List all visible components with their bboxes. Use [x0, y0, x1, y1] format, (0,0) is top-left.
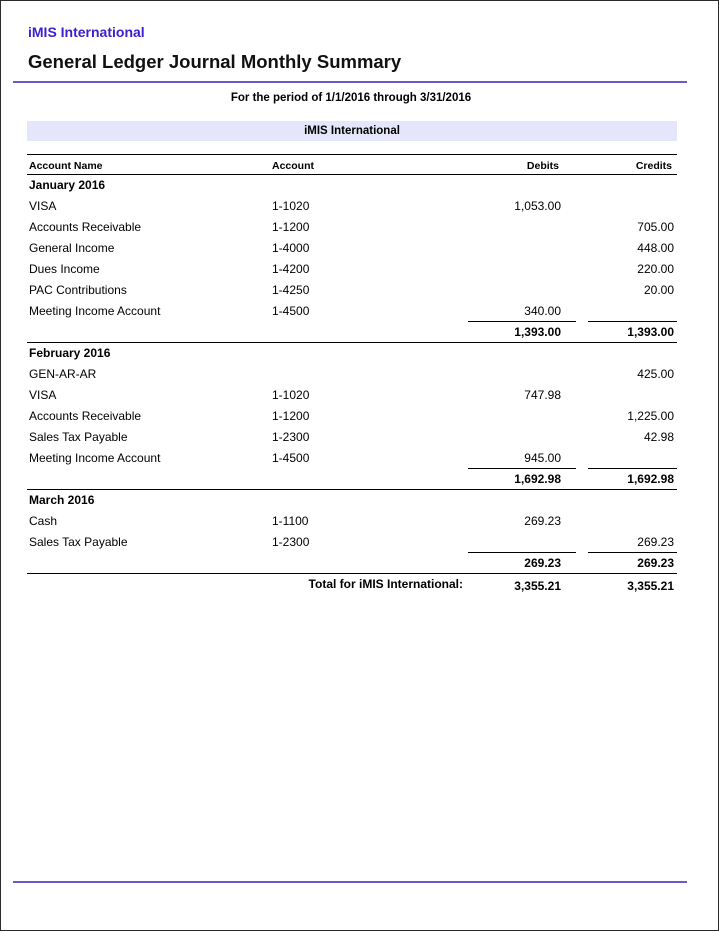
subtotal-rule-debit — [468, 468, 576, 469]
account-name-cell: Meeting Income Account — [29, 304, 161, 318]
table-row — [1, 195, 719, 216]
account-name-cell: PAC Contributions — [29, 283, 127, 297]
subtotal-debit: 269.23 — [524, 556, 561, 570]
table-row — [1, 405, 719, 426]
month-label: March 2016 — [29, 493, 95, 507]
account-name-cell: Dues Income — [29, 262, 100, 276]
grand-total-debit: 3,355.21 — [514, 579, 561, 593]
organization-name: iMIS International — [28, 24, 145, 40]
month-heading — [1, 490, 719, 510]
footer-divider — [13, 881, 687, 883]
table-row — [1, 237, 719, 258]
credit-cell: 220.00 — [637, 262, 674, 276]
account-name-cell: Cash — [29, 514, 58, 528]
month-subtotal-row — [1, 321, 719, 342]
table-row — [1, 216, 719, 237]
subtotal-rule-debit — [468, 321, 576, 322]
account-number-cell: 1-4000 — [272, 241, 310, 255]
account-name-cell: Sales Tax Payable — [29, 535, 128, 549]
account-name-cell: VISA — [29, 199, 57, 213]
column-header-account: Account — [272, 160, 314, 172]
month-heading — [1, 175, 719, 195]
month-subtotal-row — [1, 468, 719, 489]
table-row — [1, 510, 719, 531]
debit-cell: 340.00 — [524, 304, 561, 318]
table-row — [1, 363, 719, 384]
credit-cell: 20.00 — [643, 283, 674, 297]
account-number-cell: 1-1200 — [272, 409, 310, 423]
debit-cell: 945.00 — [524, 451, 561, 465]
month-label: February 2016 — [29, 346, 111, 360]
account-name-cell: Accounts Receivable — [29, 220, 142, 234]
subtotal-debit: 1,393.00 — [514, 325, 561, 339]
grand-total-label: Total for iMIS International: — [308, 577, 463, 591]
table-row — [1, 279, 719, 300]
credit-cell: 42.98 — [643, 430, 674, 444]
subtotal-rule-credit — [588, 468, 677, 469]
column-header-credits: Credits — [635, 160, 672, 172]
month-heading — [1, 343, 719, 363]
credit-cell: 269.23 — [637, 535, 674, 549]
subtotal-rule-credit — [588, 321, 677, 322]
table-row — [1, 426, 719, 447]
account-name-cell: VISA — [29, 388, 57, 402]
report-period: For the period of 1/1/2016 through 3/31/2016 — [230, 92, 472, 104]
credit-cell: 425.00 — [637, 367, 674, 381]
account-number-cell: 1-2300 — [272, 535, 310, 549]
table-row — [1, 447, 719, 468]
table-row — [1, 300, 719, 321]
account-number-cell: 1-4500 — [272, 304, 310, 318]
header-divider — [13, 81, 687, 83]
grand-total-credit: 3,355.21 — [627, 579, 674, 593]
subtotal-credit: 269.23 — [637, 556, 674, 570]
month-label: January 2016 — [29, 178, 106, 192]
account-number-cell: 1-4500 — [272, 451, 310, 465]
account-number-cell: 1-4250 — [272, 283, 310, 297]
credit-cell: 448.00 — [637, 241, 674, 255]
account-number-cell: 1-1100 — [272, 514, 309, 528]
account-name-cell: Meeting Income Account — [29, 451, 161, 465]
table-row — [1, 384, 719, 405]
ledger-body — [1, 175, 719, 598]
account-number-cell: 1-2300 — [272, 430, 310, 444]
table-row — [1, 531, 719, 552]
table-row — [1, 258, 719, 279]
grand-total-row — [1, 574, 719, 598]
account-number-cell: 1-1020 — [272, 199, 310, 213]
account-name-cell: Sales Tax Payable — [29, 430, 128, 444]
account-number-cell: 1-4200 — [272, 262, 310, 276]
account-name-cell: GEN-AR-AR — [29, 367, 97, 381]
entity-band: iMIS International — [27, 121, 677, 141]
account-number-cell: 1-1020 — [272, 388, 310, 402]
column-header-top-rule — [27, 154, 677, 155]
subtotal-rule-debit — [468, 552, 576, 553]
credit-cell: 705.00 — [637, 220, 674, 234]
subtotal-credit: 1,393.00 — [627, 325, 674, 339]
subtotal-credit: 1,692.98 — [627, 472, 674, 486]
account-number-cell: 1-1200 — [272, 220, 310, 234]
report-title: General Ledger Journal Monthly Summary — [28, 51, 402, 72]
debit-cell: 1,053.00 — [514, 199, 561, 213]
subtotal-rule-credit — [588, 552, 677, 553]
debit-cell: 269.23 — [524, 514, 561, 528]
account-name-cell: Accounts Receivable — [29, 409, 142, 423]
column-header-debits: Debits — [526, 160, 559, 172]
column-header-account-name: Account Name — [29, 160, 103, 172]
account-name-cell: General Income — [29, 241, 115, 255]
subtotal-debit: 1,692.98 — [514, 472, 561, 486]
credit-cell: 1,225.00 — [627, 409, 674, 423]
month-subtotal-row — [1, 552, 719, 573]
debit-cell: 747.98 — [524, 388, 561, 402]
